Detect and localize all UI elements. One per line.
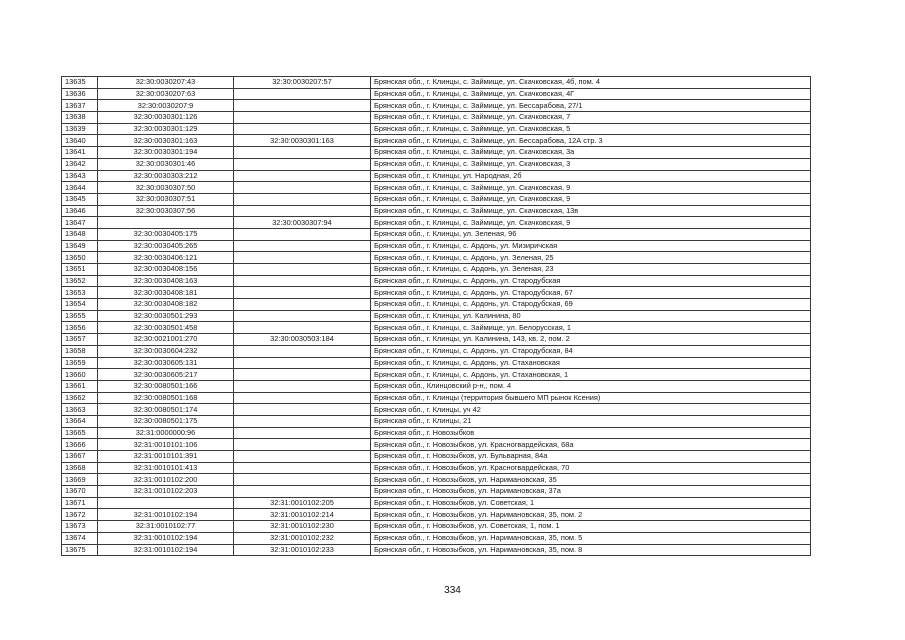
- address-cell: Брянская обл., г. Клинцы, ул. Калинина, 80: [371, 310, 811, 322]
- row-number-cell: 13668: [62, 462, 98, 474]
- address-cell: Брянская обл., г. Клинцы, с. Займище, ул. Скачковская, 9: [371, 193, 811, 205]
- cadastral-number-cell: 32:30:0030301:194: [98, 147, 234, 159]
- row-number-cell: 13658: [62, 345, 98, 357]
- row-number-cell: 13669: [62, 474, 98, 486]
- row-number-cell: 13671: [62, 497, 98, 509]
- row-number-cell: 13661: [62, 380, 98, 392]
- cadastral-number-cell: 32:30:0030501:458: [98, 322, 234, 334]
- related-cadastral-number-cell: [234, 310, 371, 322]
- row-number-cell: 13638: [62, 112, 98, 124]
- address-cell: Брянская обл., г. Новозыбков, ул. Наримановская, 37а: [371, 486, 811, 498]
- page-number: 334: [444, 585, 461, 596]
- address-cell: Брянская обл., г. Новозыбков: [371, 427, 811, 439]
- related-cadastral-number-cell: 32:30:0030307:94: [234, 217, 371, 229]
- related-cadastral-number-cell: [234, 123, 371, 135]
- table-row: [62, 357, 811, 369]
- cadastral-number-cell: 32:30:0030307:56: [98, 205, 234, 217]
- cadastral-number-cell: 32:30:0080501:174: [98, 404, 234, 416]
- row-number-cell: 13642: [62, 158, 98, 170]
- row-number-cell: 13637: [62, 100, 98, 112]
- row-number-cell: 13672: [62, 509, 98, 521]
- table-row: [62, 123, 811, 135]
- related-cadastral-number-cell: [234, 100, 371, 112]
- address-cell: Брянская обл., г. Клинцы, с. Займище, ул. Белорусская, 1: [371, 322, 811, 334]
- cadastral-number-cell: 32:30:0030303:212: [98, 170, 234, 182]
- table-row: [62, 345, 811, 357]
- cadastral-number-cell: 32:30:0030408:181: [98, 287, 234, 299]
- related-cadastral-number-cell: [234, 264, 371, 276]
- table-row: [62, 100, 811, 112]
- row-number-cell: 13647: [62, 217, 98, 229]
- address-cell: Брянская обл., г. Клинцы, с. Займище, ул. Скачковская, 9: [371, 182, 811, 194]
- related-cadastral-number-cell: [234, 182, 371, 194]
- registry-table-body: [62, 77, 811, 556]
- related-cadastral-number-cell: [234, 462, 371, 474]
- table-row: [62, 135, 811, 147]
- address-cell: Брянская обл., г. Клинцы, с. Займище, ул. Бессарабова, 27/1: [371, 100, 811, 112]
- table-row: [62, 509, 811, 521]
- table-row: [62, 217, 811, 229]
- row-number-cell: 13675: [62, 544, 98, 556]
- address-cell: Брянская обл., г. Клинцы, 21: [371, 415, 811, 427]
- address-cell: Брянская обл., г. Клинцы, ул. Калинина, 143, кв. 2, пом. 2: [371, 334, 811, 346]
- related-cadastral-number-cell: [234, 228, 371, 240]
- table-row: [62, 252, 811, 264]
- row-number-cell: 13646: [62, 205, 98, 217]
- row-number-cell: 13640: [62, 135, 98, 147]
- address-cell: Брянская обл., г. Клинцы, с. Ардонь, ул. Зеленая, 23: [371, 264, 811, 276]
- cadastral-number-cell: 32:30:0030301:129: [98, 123, 234, 135]
- table-row: [62, 240, 811, 252]
- cadastral-number-cell: 32:30:0080501:168: [98, 392, 234, 404]
- table-row: [62, 228, 811, 240]
- address-cell: Брянская обл., Клинцовский р-н,, пом. 4: [371, 380, 811, 392]
- row-number-cell: 13649: [62, 240, 98, 252]
- row-number-cell: 13656: [62, 322, 98, 334]
- related-cadastral-number-cell: [234, 88, 371, 100]
- cadastral-number-cell: 32:30:0030501:293: [98, 310, 234, 322]
- cadastral-number-cell: 32:31:0010101:106: [98, 439, 234, 451]
- cadastral-number-cell: 32:31:0010102:200: [98, 474, 234, 486]
- row-number-cell: 13654: [62, 299, 98, 311]
- address-cell: Брянская обл., г. Клинцы, с. Займище, ул. Скачковская, 3а: [371, 147, 811, 159]
- table-row: [62, 147, 811, 159]
- table-row: [62, 521, 811, 533]
- cadastral-number-cell: 32:31:0000000:96: [98, 427, 234, 439]
- related-cadastral-number-cell: [234, 380, 371, 392]
- registry-table: [61, 76, 811, 556]
- table-row: [62, 170, 811, 182]
- row-number-cell: 13659: [62, 357, 98, 369]
- cadastral-number-cell: 32:30:0030408:156: [98, 264, 234, 276]
- row-number-cell: 13670: [62, 486, 98, 498]
- table-row: [62, 369, 811, 381]
- row-number-cell: 13635: [62, 77, 98, 89]
- related-cadastral-number-cell: [234, 451, 371, 463]
- row-number-cell: 13645: [62, 193, 98, 205]
- address-cell: Брянская обл., г. Клинцы, с. Займище, ул. Скачковская, 13в: [371, 205, 811, 217]
- table-row: [62, 112, 811, 124]
- address-cell: Брянская обл., г. Клинцы, с. Займище, ул. Скачковская, 7: [371, 112, 811, 124]
- cadastral-number-cell: 32:30:0030605:131: [98, 357, 234, 369]
- cadastral-number-cell: 32:30:0080501:166: [98, 380, 234, 392]
- row-number-cell: 13652: [62, 275, 98, 287]
- address-cell: Брянская обл., г. Клинцы, с. Ардонь, ул. Стародубская, 67: [371, 287, 811, 299]
- row-number-cell: 13655: [62, 310, 98, 322]
- cadastral-number-cell: 32:31:0010102:194: [98, 544, 234, 556]
- address-cell: Брянская обл., г. Клинцы, с. Ардонь, ул. Стародубская, 84: [371, 345, 811, 357]
- row-number-cell: 13657: [62, 334, 98, 346]
- table-row: [62, 474, 811, 486]
- cadastral-number-cell: 32:30:0030605:217: [98, 369, 234, 381]
- related-cadastral-number-cell: [234, 158, 371, 170]
- cadastral-number-cell: 32:30:0030301:126: [98, 112, 234, 124]
- row-number-cell: 13636: [62, 88, 98, 100]
- cadastral-number-cell: 32:31:0010102:194: [98, 509, 234, 521]
- related-cadastral-number-cell: 32:31:0010102:233: [234, 544, 371, 556]
- related-cadastral-number-cell: [234, 170, 371, 182]
- row-number-cell: 13666: [62, 439, 98, 451]
- table-row: [62, 77, 811, 89]
- row-number-cell: 13665: [62, 427, 98, 439]
- table-row: [62, 532, 811, 544]
- address-cell: Брянская обл., г. Клинцы, уч 42: [371, 404, 811, 416]
- related-cadastral-number-cell: 32:31:0010102:232: [234, 532, 371, 544]
- address-cell: Брянская обл., г. Клинцы (территория бывшего МП рынок Ксения): [371, 392, 811, 404]
- cadastral-number-cell: [98, 497, 234, 509]
- table-row: [62, 182, 811, 194]
- row-number-cell: 13660: [62, 369, 98, 381]
- cadastral-number-cell: 32:30:0030301:46: [98, 158, 234, 170]
- related-cadastral-number-cell: [234, 439, 371, 451]
- table-row: [62, 193, 811, 205]
- related-cadastral-number-cell: [234, 252, 371, 264]
- cadastral-number-cell: 32:30:0030307:50: [98, 182, 234, 194]
- cadastral-number-cell: 32:30:0030408:182: [98, 299, 234, 311]
- address-cell: Брянская обл., г. Новозыбков, ул. Наримановская, 35: [371, 474, 811, 486]
- table-row: [62, 310, 811, 322]
- table-row: [62, 299, 811, 311]
- cadastral-number-cell: 32:31:0010102:203: [98, 486, 234, 498]
- related-cadastral-number-cell: 32:31:0010102:230: [234, 521, 371, 533]
- row-number-cell: 13648: [62, 228, 98, 240]
- related-cadastral-number-cell: 32:31:0010102:205: [234, 497, 371, 509]
- related-cadastral-number-cell: 32:30:0030503:184: [234, 334, 371, 346]
- address-cell: Брянская обл., г. Клинцы, с. Займище, ул. Скачковская, 4Г: [371, 88, 811, 100]
- address-cell: Брянская обл., г. Клинцы, с. Займище, ул. Бессарабова, 12А стр. 3: [371, 135, 811, 147]
- table-row: [62, 439, 811, 451]
- table-row: [62, 486, 811, 498]
- related-cadastral-number-cell: [234, 357, 371, 369]
- row-number-cell: 13667: [62, 451, 98, 463]
- cadastral-number-cell: 32:30:0030604:232: [98, 345, 234, 357]
- address-cell: Брянская обл., г. Новозыбков, ул. Наримановская, 35, пом. 2: [371, 509, 811, 521]
- row-number-cell: 13653: [62, 287, 98, 299]
- related-cadastral-number-cell: [234, 392, 371, 404]
- related-cadastral-number-cell: [234, 275, 371, 287]
- table-row: [62, 497, 811, 509]
- related-cadastral-number-cell: [234, 486, 371, 498]
- address-cell: Брянская обл., г. Клинцы, с. Займище, ул. Скачковская, 9: [371, 217, 811, 229]
- address-cell: Брянская обл., г. Клинцы, с. Ардонь, ул. Мизиричская: [371, 240, 811, 252]
- cadastral-number-cell: 32:30:0030207:43: [98, 77, 234, 89]
- cadastral-number-cell: 32:30:0030207:9: [98, 100, 234, 112]
- table-row: [62, 427, 811, 439]
- related-cadastral-number-cell: [234, 240, 371, 252]
- table-row: [62, 158, 811, 170]
- row-number-cell: 13673: [62, 521, 98, 533]
- address-cell: Брянская обл., г. Новозыбков, ул. Советская, 1: [371, 497, 811, 509]
- cadastral-number-cell: [98, 217, 234, 229]
- related-cadastral-number-cell: 32:30:0030207:57: [234, 77, 371, 89]
- cadastral-number-cell: 32:30:0030307:51: [98, 193, 234, 205]
- address-cell: Брянская обл., г. Клинцы, с. Займище, ул. Скачковская, 5: [371, 123, 811, 135]
- table-row: [62, 380, 811, 392]
- cadastral-number-cell: 32:30:0030408:163: [98, 275, 234, 287]
- row-number-cell: 13641: [62, 147, 98, 159]
- related-cadastral-number-cell: [234, 404, 371, 416]
- related-cadastral-number-cell: [234, 299, 371, 311]
- address-cell: Брянская обл., г. Клинцы, ул. Народная, 2б: [371, 170, 811, 182]
- table-row: [62, 404, 811, 416]
- table-row: [62, 322, 811, 334]
- table-row: [62, 415, 811, 427]
- row-number-cell: 13651: [62, 264, 98, 276]
- address-cell: Брянская обл., г. Новозыбков, ул. Наримановская, 35, пом. 8: [371, 544, 811, 556]
- row-number-cell: 13650: [62, 252, 98, 264]
- row-number-cell: 13662: [62, 392, 98, 404]
- related-cadastral-number-cell: [234, 287, 371, 299]
- address-cell: Брянская обл., г. Клинцы, с. Займище, ул. Скачковская, 4б, пом. 4: [371, 77, 811, 89]
- related-cadastral-number-cell: [234, 112, 371, 124]
- cadastral-number-cell: 32:30:0030207:63: [98, 88, 234, 100]
- row-number-cell: 13643: [62, 170, 98, 182]
- address-cell: Брянская обл., г. Новозыбков, ул. Красногвардейская, 70: [371, 462, 811, 474]
- address-cell: Брянская обл., г. Новозыбков, ул. Советская, 1, пом. 1: [371, 521, 811, 533]
- table-row: [62, 544, 811, 556]
- cadastral-number-cell: 32:30:0030405:175: [98, 228, 234, 240]
- address-cell: Брянская обл., г. Клинцы, с. Займище, ул. Скачковская, 3: [371, 158, 811, 170]
- related-cadastral-number-cell: [234, 322, 371, 334]
- related-cadastral-number-cell: [234, 205, 371, 217]
- table-row: [62, 275, 811, 287]
- address-cell: Брянская обл., г. Клинцы, с. Ардонь, ул. Стародубская, 69: [371, 299, 811, 311]
- table-row: [62, 334, 811, 346]
- cadastral-number-cell: 32:30:0030406:121: [98, 252, 234, 264]
- related-cadastral-number-cell: [234, 415, 371, 427]
- related-cadastral-number-cell: [234, 369, 371, 381]
- cadastral-number-cell: 32:30:0030301:163: [98, 135, 234, 147]
- row-number-cell: 13664: [62, 415, 98, 427]
- table-row: [62, 287, 811, 299]
- related-cadastral-number-cell: 32:31:0010102:214: [234, 509, 371, 521]
- table-row: [62, 264, 811, 276]
- row-number-cell: 13639: [62, 123, 98, 135]
- cadastral-number-cell: 32:31:0010102:194: [98, 532, 234, 544]
- cadastral-number-cell: 32:31:0010102:77: [98, 521, 234, 533]
- table-row: [62, 88, 811, 100]
- related-cadastral-number-cell: [234, 147, 371, 159]
- related-cadastral-number-cell: [234, 427, 371, 439]
- table-row: [62, 205, 811, 217]
- cadastral-number-cell: 32:30:0080501:175: [98, 415, 234, 427]
- address-cell: Брянская обл., г. Клинцы, с. Ардонь, ул. Зеленая, 25: [371, 252, 811, 264]
- address-cell: Брянская обл., г. Клинцы, ул. Зеленая, 96: [371, 228, 811, 240]
- row-number-cell: 13663: [62, 404, 98, 416]
- related-cadastral-number-cell: [234, 345, 371, 357]
- address-cell: Брянская обл., г. Новозыбков, ул. Красногвардейская, 68а: [371, 439, 811, 451]
- related-cadastral-number-cell: [234, 193, 371, 205]
- cadastral-number-cell: 32:30:0030405:265: [98, 240, 234, 252]
- address-cell: Брянская обл., г. Клинцы, с. Ардонь, ул. Стародубская: [371, 275, 811, 287]
- related-cadastral-number-cell: [234, 474, 371, 486]
- table-row: [62, 392, 811, 404]
- table-row: [62, 451, 811, 463]
- cadastral-number-cell: 32:31:0010101:413: [98, 462, 234, 474]
- cadastral-number-cell: 32:30:0021001:270: [98, 334, 234, 346]
- row-number-cell: 13644: [62, 182, 98, 194]
- address-cell: Брянская обл., г. Новозыбков, ул. Бульварная, 84а: [371, 451, 811, 463]
- related-cadastral-number-cell: 32:30:0030301:163: [234, 135, 371, 147]
- cadastral-number-cell: 32:31:0010101:391: [98, 451, 234, 463]
- row-number-cell: 13674: [62, 532, 98, 544]
- table-row: [62, 462, 811, 474]
- address-cell: Брянская обл., г. Новозыбков, ул. Наримановская, 35, пом. 5: [371, 532, 811, 544]
- address-cell: Брянская обл., г. Клинцы, с. Ардонь, ул. Стахановская, 1: [371, 369, 811, 381]
- address-cell: Брянская обл., г. Клинцы, с. Ардонь, ул. Стахановская: [371, 357, 811, 369]
